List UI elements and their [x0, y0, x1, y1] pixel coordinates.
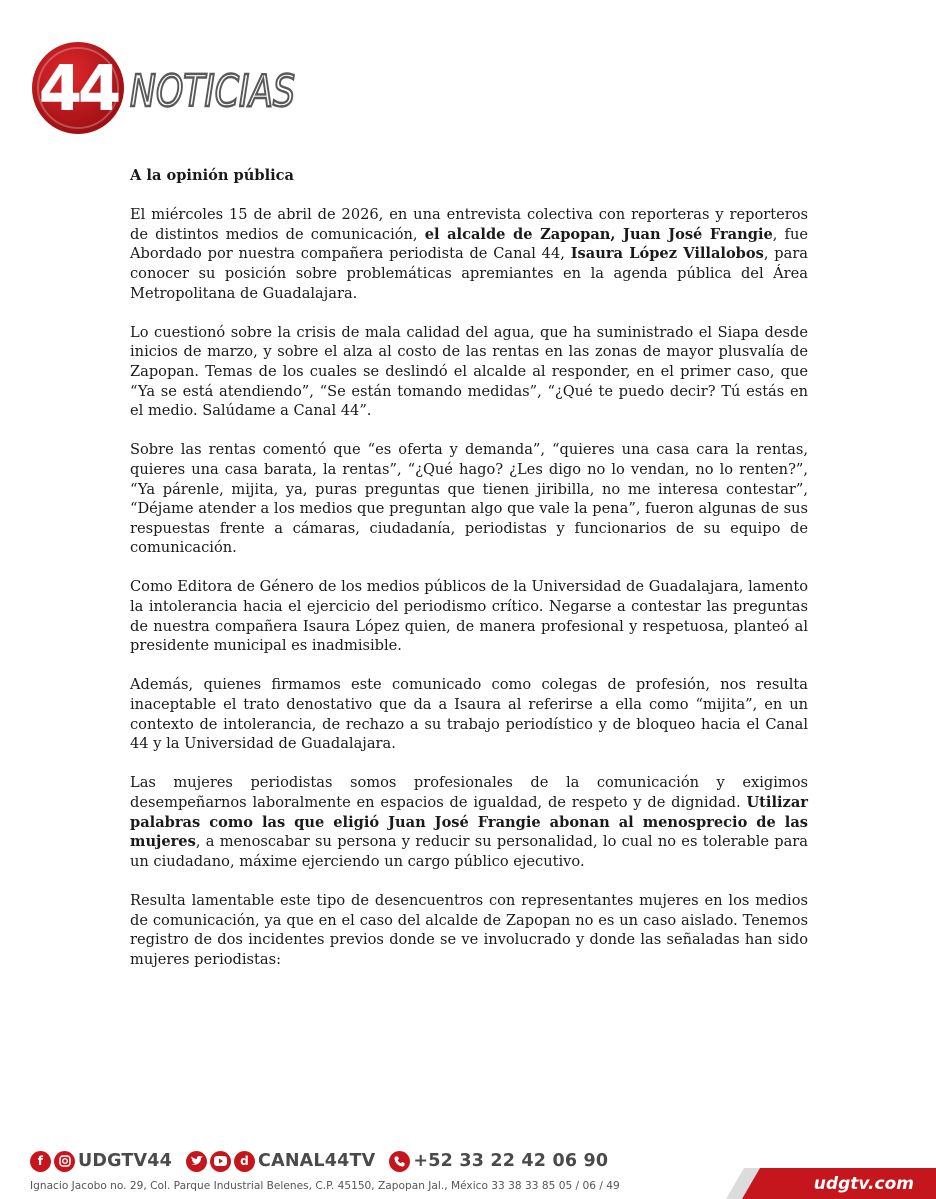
instagram-icon[interactable] — [54, 1151, 75, 1172]
tv-handle[interactable]: CANAL44TV — [258, 1151, 376, 1171]
letter-paragraph: Como Editora de Género de los medios públicos de la Universidad de Guadalajara, lamento la intolerancia hacia el ejercicio del periodismo crítico. Negarse a contestar las preguntas de nuestra compañera Isaura López quien, de manera profesional y respetuosa, planteó al presidente municipal es inadmisible. — [130, 578, 808, 655]
letter-salutation: A la opinión pública — [130, 167, 294, 184]
highlight-statement: Utilizar palabras como las que eligió Juan José Frangie abonan al menosprecio de las mujeres — [130, 794, 808, 851]
facebook-icon[interactable]: f — [30, 1151, 51, 1172]
social-links — [30, 1150, 608, 1172]
footer-address: Ignacio Jacobo no. 29, Col. Parque Industrial Belenes, C.P. 45150, Zapopan Jal., México 33 38 33 85 05 / 06 / 49 — [30, 1180, 620, 1192]
page-footer — [0, 1140, 936, 1199]
logo-graphic — [30, 38, 300, 138]
open-letter — [130, 166, 808, 989]
dailymotion-icon[interactable]: d — [234, 1151, 255, 1172]
social-handle[interactable]: UDGTV44 — [78, 1151, 173, 1171]
logo-wordmark: NOTICIAS — [130, 66, 295, 117]
logo-number: 44 — [38, 52, 118, 125]
highlight-journalist: Isaura López Villalobos — [570, 245, 764, 263]
phone-number[interactable]: +52 33 22 42 06 90 — [413, 1151, 609, 1171]
phone-icon — [389, 1151, 410, 1172]
website-link[interactable]: udgtv.com — [813, 1174, 914, 1194]
letter-paragraph: Sobre las rentas comentó que “es oferta y demanda”, “quieres una casa cara la rentas, quieres una casa barata, la rentas”, “¿Qué hago? ¿Les digo no lo vendan, no lo renten?”, “Ya párenle, mijita, ya, puras preguntas que tienen jiribilla, no me interesa contestar”, “Déjame atender a los medios que preguntan algo que vale la pena”, fueron algunas de sus respuestas frente a cámaras, ciudadanía, periodistas y funcionarios de su equipo de comunicación. — [130, 441, 808, 557]
letter-paragraph: Las mujeres periodistas somos profesionales de la comunicación y exigimos desempeñarnos laboralmente en espacios de igualdad, de respeto y de dignidad. Utilizar palabras como las que eligió Juan José Frangie abonan al menosprecio de las mujeres, a menoscabar su persona y reducir su personalidad, lo cual no es tolerable para un ciudadano, máxime ejerciendo un cargo público ejecutivo. — [130, 774, 808, 870]
letter-paragraph: Además, quienes firmamos este comunicado como colegas de profesión, nos resulta inaceptable el trato denostativo que da a Isaura al referirse a ella como “mijita”, en un contexto de intolerancia, de rechazo a su trabajo periodístico y de bloqueo hacia el Canal 44 y la Universidad de Guadalajara. — [130, 676, 808, 753]
highlight-mayor: el alcalde de Zapopan, Juan José Frangie — [424, 225, 773, 243]
letter-paragraph: Resulta lamentable este tipo de desencuentros con representantes mujeres en los medios de comunicación, ya que en el caso del alcalde de Zapopan no es un caso aislado. Tenemos registro de dos incidentes previos donde se ve involucrado y donde las señaladas han sido mujeres periodistas: — [130, 891, 808, 968]
letter-paragraph: Lo cuestionó sobre la crisis de mala calidad del agua, que ha suministrado el Siapa desde inicios de marzo, y sobre el alza al costo de las rentas en las zonas de mayor plusvalía de Zapopan. Temas de los cuales se deslindó el alcalde al responder, en el primer caso, que “Ya se está atendiendo”, “Se están tomando medidas”, “¿Qué te puedo decir? Tú estás en el medio. Salúdame a Canal 44”. — [130, 323, 808, 420]
channel-logo — [30, 38, 300, 138]
letter-paragraph: El miércoles 15 de abril de 2026, en una entrevista colectiva con reporteras y reporteros de distintos medios de comunicación, el alcalde de Zapopan, Juan José Frangie, fue Abordado por nuestra compañera periodista de Canal 44, Isaura López Villalobos, para conocer su posición sobre problemáticas apremiantes en la agenda pública del Área Metropolitana de Guadalajara. — [130, 206, 809, 302]
youtube-icon[interactable] — [210, 1151, 231, 1172]
twitter-icon[interactable] — [186, 1151, 207, 1172]
